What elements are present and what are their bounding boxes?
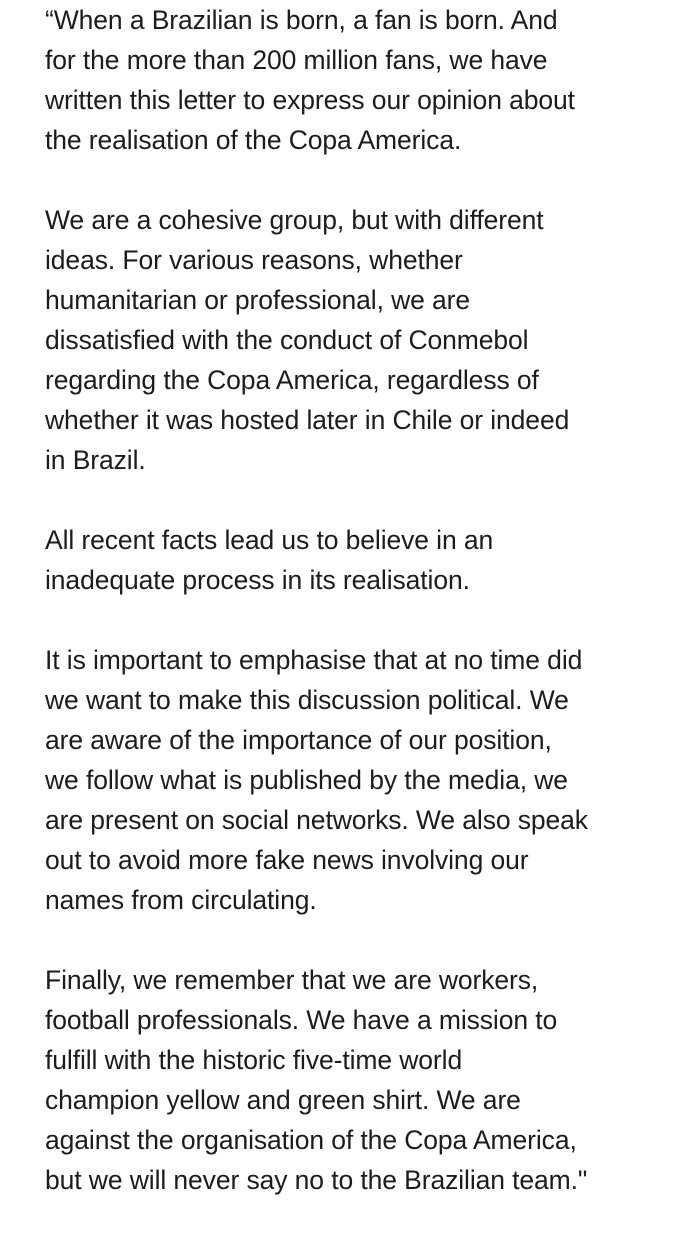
text-line: football professionals. We have a mission to <box>45 1005 558 1035</box>
text-line: in Brazil. <box>45 445 146 475</box>
text-line: dissatisfied with the conduct of Conmebol <box>45 325 529 355</box>
text-line: fulfill with the historic five-time world <box>45 1045 463 1075</box>
text-line: inadequate process in its realisation. <box>45 565 470 595</box>
text-line: “When a Brazilian is born, a fan is born. And <box>45 5 558 35</box>
text-line: It is important to emphasise that at no time did <box>45 645 583 675</box>
note-body <box>45 0 673 1240</box>
text-line: whether it was hosted later in Chile or indeed <box>45 405 570 435</box>
paragraph-4 <box>45 640 673 920</box>
paragraph-3 <box>45 520 673 600</box>
text-line: out to avoid more fake news involving our <box>45 845 529 875</box>
text-line: are aware of the importance of our position, <box>45 725 552 755</box>
text-line: are present on social networks. We also speak <box>45 805 588 835</box>
text-line: regarding the Copa America, regardless of <box>45 365 539 395</box>
text-line: against the organisation of the Copa America, <box>45 1125 577 1155</box>
text-line: the realisation of the Copa America. <box>45 125 462 155</box>
paragraph-1 <box>45 0 673 160</box>
paragraph-2 <box>45 200 673 480</box>
text-line: for the more than 200 million fans, we have <box>45 45 548 75</box>
text-line: champion yellow and green shirt. We are <box>45 1085 521 1115</box>
text-line: we follow what is published by the media, we <box>45 765 568 795</box>
text-line: written this letter to express our opinion about <box>45 85 575 115</box>
text-line: names from circulating. <box>45 885 317 915</box>
text-line: All recent facts lead us to believe in an <box>45 525 494 555</box>
text-line: ideas. For various reasons, whether <box>45 245 463 275</box>
text-line: humanitarian or professional, we are <box>45 285 471 315</box>
text-line: but we will never say no to the Brazilian team." <box>45 1165 588 1195</box>
text-line: Finally, we remember that we are workers, <box>45 965 539 995</box>
text-line: We are a cohesive group, but with different <box>45 205 544 235</box>
text-line: we want to make this discussion political. We <box>45 685 569 715</box>
paragraph-5 <box>45 960 673 1200</box>
